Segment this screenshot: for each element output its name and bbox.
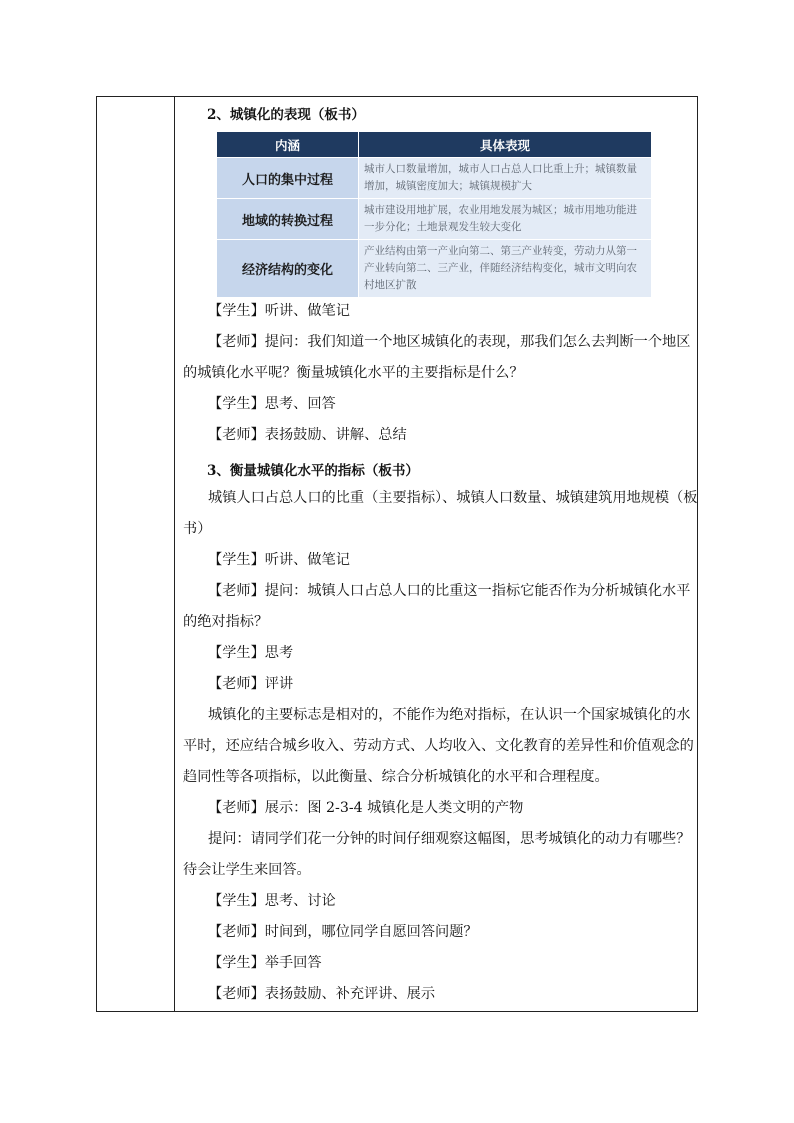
table-header-desc: 具体表现 (359, 132, 652, 158)
text-line: 【学生】听讲、做笔记 (208, 552, 350, 568)
text-line: 趋同性等各项指标，以此衡量、综合分析城镇化的水平和合理程度。 (183, 769, 609, 785)
table-cell-term: 经济结构的变化 (217, 240, 359, 298)
table-cell-term: 地域的转换过程 (217, 199, 359, 240)
text-line: 【老师】表扬鼓励、补充评讲、展示 (208, 986, 436, 1002)
text-line: 【学生】思考、回答 (208, 396, 336, 412)
text-line: 的城镇化水平呢？衡量城镇化水平的主要指标是什么？ (183, 365, 524, 381)
table-cell-term: 人口的集中过程 (217, 158, 359, 199)
text-line: 书） (183, 521, 212, 537)
text-line: 城镇化的主要标志是相对的，不能作为绝对指标，在认识一个国家城镇化的水 (208, 707, 691, 723)
table-cell-desc: 城市建设用地扩展，农业用地发展为城区；城市用地功能进一步分化；土地景观发生较大变化 (359, 199, 652, 240)
lesson-table-frame (96, 96, 698, 1012)
text-line: 【老师】时间到，哪位同学自愿回答问题？ (208, 924, 478, 940)
text-line: 提问：请同学们花一分钟的时间仔细观察这幅图，思考城镇化的动力有哪些？ (208, 831, 691, 847)
text-line: 【老师】提问：城镇人口占总人口的比重这一指标它能否作为分析城镇化水平 (208, 583, 691, 599)
text-line: 【学生】举手回答 (208, 955, 322, 971)
section-2-heading: 2、城镇化的表现（板书） (207, 107, 365, 123)
text-line: 城镇人口占总人口的比重（主要指标）、城镇人口数量、城镇建筑用地规模（板 (208, 490, 698, 506)
paragraph (183, 296, 695, 451)
text-line: 平时，还应结合城乡收入、劳动方式、人均收入、文化教育的差异性和价值观念的 (183, 738, 694, 754)
table-header-row (217, 132, 652, 158)
text-line: 【学生】思考、讨论 (208, 893, 336, 909)
text-line: 【老师】表扬鼓励、讲解、总结 (208, 427, 407, 443)
table-row (217, 199, 652, 240)
urbanization-table (216, 131, 652, 298)
table-row (217, 158, 652, 199)
table-cell-desc: 城市人口数量增加，城市人口占总人口比重上升；城镇数量增加，城镇密度加大；城镇规模扩大 (359, 158, 652, 199)
table-header-term: 内涵 (217, 132, 359, 158)
paragraph (183, 483, 698, 1010)
text-line: 待会让学生来回答。 (183, 862, 311, 878)
text-line: 【老师】提问：我们知道一个地区城镇化的表现，那我们怎么去判断一个地区 (208, 334, 691, 350)
column-divider (174, 97, 175, 1011)
text-line: 的绝对指标？ (183, 614, 269, 630)
table-cell-desc: 产业结构由第一产业向第二、第三产业转变，劳动力从第一产业转向第二、三产业，伴随经济结构变化，城市文明向农村地区扩散 (359, 240, 652, 298)
table-row (217, 240, 652, 298)
text-line: 【老师】评讲 (208, 676, 294, 692)
section-3-heading: 3、衡量城镇化水平的指标（板书） (207, 463, 419, 479)
text-line: 【学生】思考 (208, 645, 294, 661)
text-line: 【学生】听讲、做笔记 (208, 303, 350, 319)
text-line: 【老师】展示：图 2-3-4 城镇化是人类文明的产物 (208, 800, 524, 816)
